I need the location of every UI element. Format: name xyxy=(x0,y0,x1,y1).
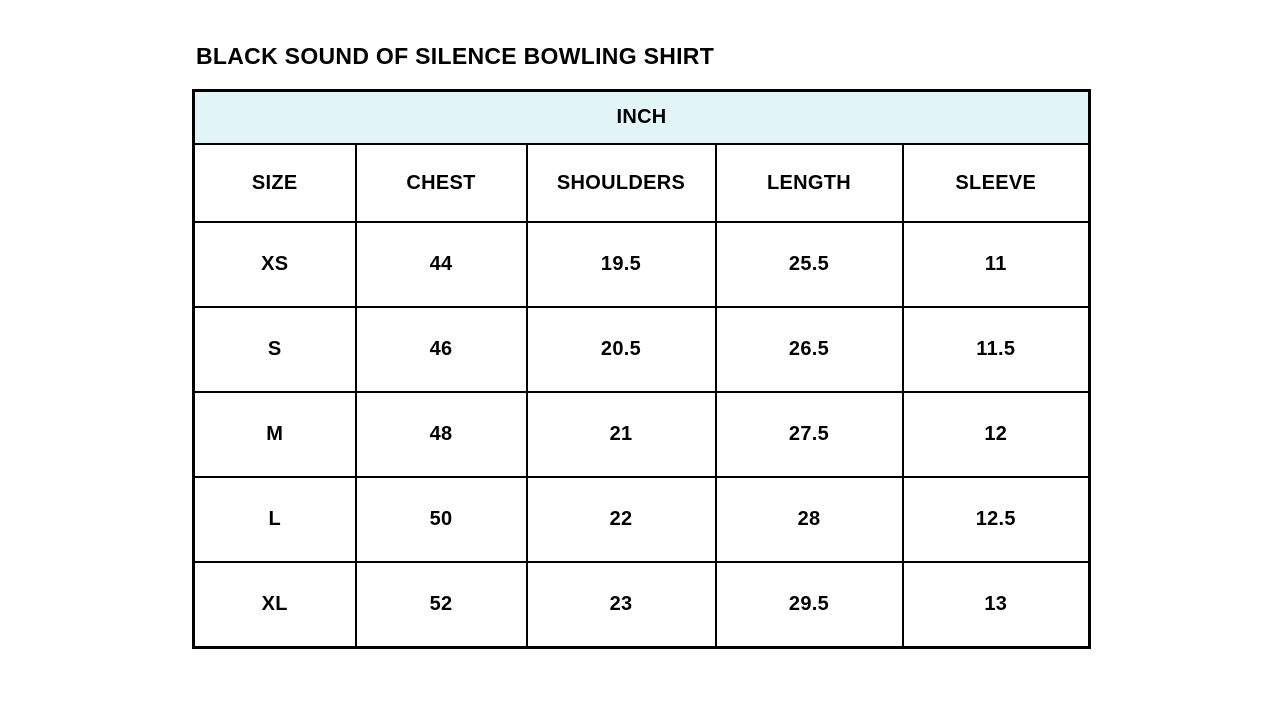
chest-cell: 50 xyxy=(356,477,527,562)
length-cell: 26.5 xyxy=(716,307,903,392)
chest-cell: 46 xyxy=(356,307,527,392)
column-header-shoulders: SHOULDERS xyxy=(527,144,716,222)
column-header-row xyxy=(194,144,1090,222)
size-cell: M xyxy=(194,392,356,477)
unit-row xyxy=(194,91,1090,145)
size-cell: XS xyxy=(194,222,356,307)
chest-cell: 48 xyxy=(356,392,527,477)
column-header-sleeve: SLEEVE xyxy=(903,144,1090,222)
size-cell: S xyxy=(194,307,356,392)
shoulders-cell: 22 xyxy=(527,477,716,562)
size-cell: L xyxy=(194,477,356,562)
shoulders-cell: 21 xyxy=(527,392,716,477)
sleeve-cell: 12.5 xyxy=(903,477,1090,562)
column-header-size: SIZE xyxy=(194,144,356,222)
page-title: BLACK SOUND OF SILENCE BOWLING SHIRT xyxy=(196,43,715,69)
column-header-chest: CHEST xyxy=(356,144,527,222)
sleeve-cell: 12 xyxy=(903,392,1090,477)
length-cell: 28 xyxy=(716,477,903,562)
table-row xyxy=(194,392,1090,477)
unit-header: INCH xyxy=(194,91,1090,145)
chest-cell: 52 xyxy=(356,562,527,648)
sleeve-cell: 11.5 xyxy=(903,307,1090,392)
length-cell: 27.5 xyxy=(716,392,903,477)
table-row xyxy=(194,307,1090,392)
chest-cell: 44 xyxy=(356,222,527,307)
column-header-length: LENGTH xyxy=(716,144,903,222)
sleeve-cell: 13 xyxy=(903,562,1090,648)
length-cell: 25.5 xyxy=(716,222,903,307)
shoulders-cell: 19.5 xyxy=(527,222,716,307)
size-cell: XL xyxy=(194,562,356,648)
table-row xyxy=(194,477,1090,562)
table-row xyxy=(194,222,1090,307)
shoulders-cell: 20.5 xyxy=(527,307,716,392)
length-cell: 29.5 xyxy=(716,562,903,648)
table-row xyxy=(194,562,1090,648)
sleeve-cell: 11 xyxy=(903,222,1090,307)
shoulders-cell: 23 xyxy=(527,562,716,648)
size-chart-table xyxy=(192,89,1091,649)
